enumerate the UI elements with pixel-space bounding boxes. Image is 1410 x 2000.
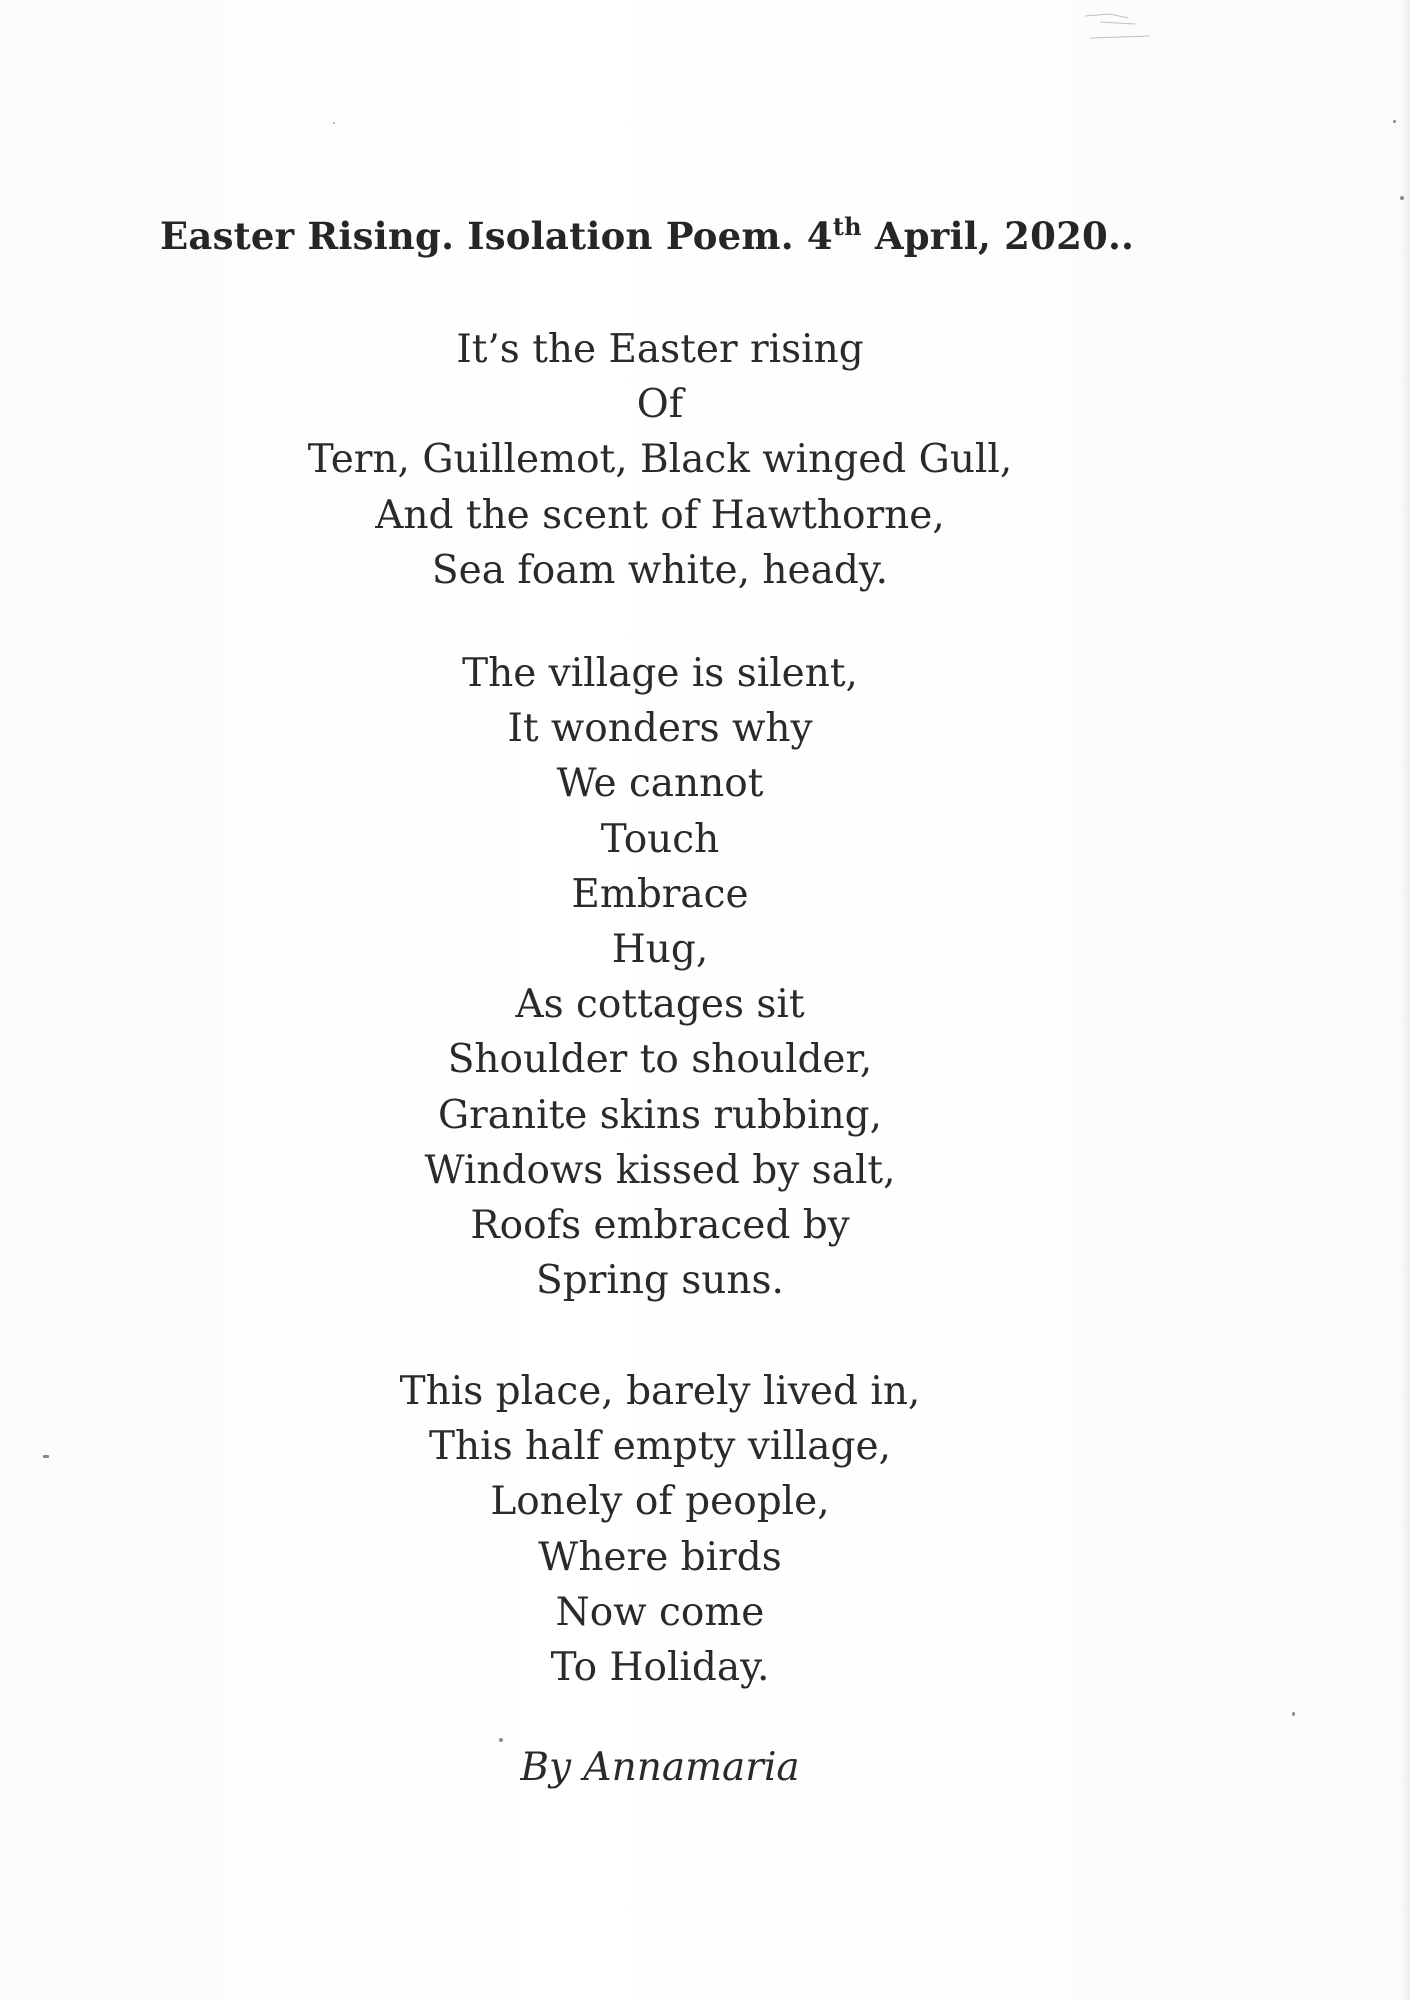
author-byline: By Annamaria	[520, 1745, 800, 1790]
poem-line: It’s the Easter rising	[456, 327, 864, 372]
poem-line: Shoulder to shoulder,	[447, 1037, 873, 1083]
stanza-2	[260, 646, 1060, 1308]
poem-line: Sea foam white, heady.	[431, 547, 889, 593]
poem-title	[160, 214, 1134, 258]
title-main: Easter Rising. Isolation Poem. 4	[160, 214, 833, 258]
poem-line: Touch	[600, 816, 720, 862]
poem-line: This half empty village,	[429, 1424, 891, 1470]
poem-line: Spring suns.	[536, 1258, 784, 1304]
scan-speck	[1393, 120, 1396, 123]
scan-speck	[1400, 196, 1404, 200]
poem-line: Roofs embraced by	[470, 1203, 850, 1249]
poem-line: Windows kissed by salt,	[424, 1147, 896, 1193]
page-edge-shadow	[1400, 0, 1410, 2000]
poem-line: As cottages sit	[515, 982, 805, 1028]
poem-line: Now come	[555, 1589, 765, 1635]
poem-line: The village is silent,	[462, 651, 858, 696]
scan-speck	[499, 1738, 503, 1742]
title-superscript: th	[832, 212, 862, 241]
scan-speck	[1292, 1712, 1295, 1716]
poem-line: And the scent of Hawthorne,	[375, 492, 945, 538]
poem-line: It wonders why	[507, 706, 813, 752]
poem-line: This place, barely lived in,	[399, 1369, 921, 1414]
poem-line: To Holiday.	[550, 1645, 770, 1691]
poem-line: Granite skins rubbing,	[437, 1092, 883, 1138]
scan-speck	[333, 122, 335, 124]
poem-line: We cannot	[556, 761, 764, 807]
poem-line: Embrace	[571, 871, 749, 917]
poem-line: Tern, Guillemot, Black winged Gull,	[307, 437, 1013, 483]
stanza-3	[260, 1364, 1060, 1695]
title-date-end: April, 2020..	[861, 214, 1135, 258]
poem-line: Hug,	[611, 927, 709, 973]
poem-line: Lonely of people,	[490, 1479, 830, 1525]
poem-line: Where birds	[538, 1534, 782, 1580]
poem-line: Of	[636, 382, 684, 428]
scan-speck	[43, 1455, 49, 1458]
scan-smudge	[1080, 8, 1160, 48]
stanza-1	[260, 322, 1060, 598]
